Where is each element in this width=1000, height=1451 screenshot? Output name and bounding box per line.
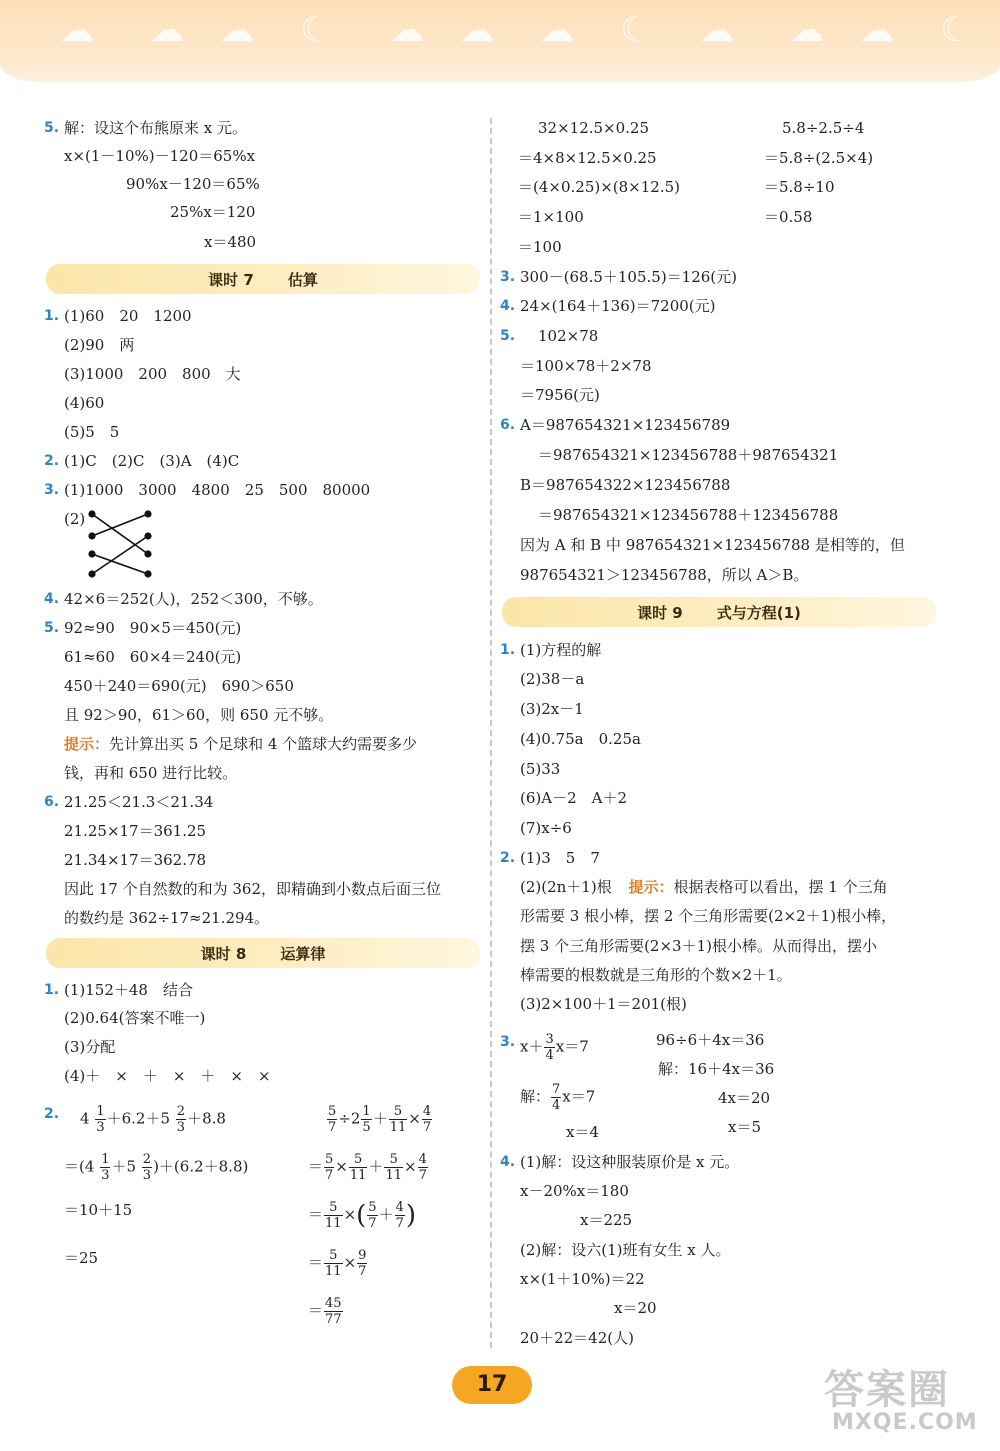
calc-text: ＝ xyxy=(308,1253,324,1272)
answer-text: 解：设这个布熊原来 x 元。 xyxy=(64,119,247,137)
question-number: 6. xyxy=(500,417,516,433)
hint-line: 形需要 3 根小棒，摆 2 个三角形需要(2×2＋1)根小棒， xyxy=(520,907,897,925)
calc-line: ＝0.58 xyxy=(764,208,813,226)
numerator: 2 xyxy=(142,1152,152,1167)
answer-line: (3)2×100＋1＝201(根) xyxy=(520,995,687,1013)
equation-line: x＝4 xyxy=(566,1123,600,1141)
question-number: 4. xyxy=(500,298,516,314)
section-label: 课时 9 xyxy=(637,603,683,622)
paren: ( xyxy=(356,1200,367,1231)
fraction xyxy=(422,1104,432,1135)
answer-line: 450＋240＝690(元) 690＞650 xyxy=(64,677,294,695)
denominator: 3 xyxy=(176,1120,186,1135)
answer-line: x＝20 xyxy=(614,1299,657,1317)
answer-text: (1)152＋48 结合 xyxy=(64,981,193,999)
denominator: 3 xyxy=(96,1120,105,1135)
question-number: 3. xyxy=(44,482,60,498)
answer-line: B＝987654322×123456788 xyxy=(520,476,731,494)
numerator: 5 xyxy=(324,1248,343,1264)
answer-text: 42×6＝252(人)，252＜300，不够。 xyxy=(64,590,323,608)
answer-line xyxy=(500,326,599,346)
denominator: 3 xyxy=(142,1168,152,1183)
rain-cloud-icon: ☁ xyxy=(540,10,574,50)
answer-line: ＝987654321×123456788＋987654321 xyxy=(538,446,839,464)
answer-line: 的数约是 362÷17≈21.294。 xyxy=(64,909,270,927)
hint-line: 钱，再和 650 进行比较。 xyxy=(64,764,238,782)
answer-line: (3)分配 xyxy=(64,1038,116,1056)
denominator: 77 xyxy=(325,1312,342,1327)
denominator: 11 xyxy=(385,1168,402,1183)
answer-line: 因为 A 和 B 中 987654321×123456788 是相等的，但 xyxy=(520,536,905,554)
numerator: 7 xyxy=(552,1082,561,1097)
answer-line xyxy=(500,848,600,868)
question-number: 5. xyxy=(44,120,60,136)
question-number: 1. xyxy=(500,642,516,658)
numerator: 5 xyxy=(389,1104,408,1120)
numerator: 4 xyxy=(395,1200,404,1215)
fraction xyxy=(395,1200,405,1231)
numerator: 1 xyxy=(96,1104,105,1119)
fraction xyxy=(361,1104,371,1135)
section-header-lesson-7 xyxy=(46,264,480,294)
header-banner xyxy=(0,0,1000,82)
answer-text: 24×(164＋136)＝7200(元) xyxy=(520,297,716,315)
calc-text: × xyxy=(343,1253,357,1272)
calc-text: x＝7 xyxy=(562,1087,596,1106)
calc-line xyxy=(308,1152,429,1183)
numerator: 45 xyxy=(325,1296,342,1311)
answer-line: (3)1000 200 800 大 xyxy=(64,365,241,383)
hint-text: 根据表格可以看出，摆 1 个三角 xyxy=(673,878,888,896)
equation-line: 解：16＋4x＝36 xyxy=(658,1060,775,1078)
section-label: 课时 8 xyxy=(200,944,247,963)
moon-icon: ☾ xyxy=(940,10,971,50)
equation-line: 96÷6＋4x＝36 xyxy=(656,1031,765,1049)
answer-text: 300－(68.5＋105.5)＝126(元) xyxy=(520,268,738,286)
moon-icon: ☾ xyxy=(300,10,331,50)
calc-line: 32×12.5×0.25 xyxy=(538,119,650,137)
column-divider xyxy=(490,118,492,1348)
denominator: 7 xyxy=(395,1216,404,1231)
rain-cloud-icon: ☁ xyxy=(220,10,254,50)
fraction xyxy=(324,1248,343,1279)
calc-text: ＋5 xyxy=(111,1157,137,1176)
fraction xyxy=(418,1152,428,1183)
answer-line: 且 92＞90，61＞60，则 650 元不够。 xyxy=(64,706,334,724)
answer-text: 102×78 xyxy=(538,327,599,345)
answer-line xyxy=(500,1152,740,1172)
hint-label: 提示： xyxy=(628,878,674,896)
section-label: 课时 7 xyxy=(208,270,254,289)
answer-line: (4)60 xyxy=(64,394,105,412)
question-number: 6. xyxy=(44,794,60,810)
rain-cloud-icon: ☁ xyxy=(700,10,734,50)
calc-text: x＋ xyxy=(520,1037,544,1056)
question-number: 2. xyxy=(500,850,516,866)
answer-line xyxy=(500,296,716,316)
equation-line: x＝5 xyxy=(728,1118,762,1136)
fraction xyxy=(367,1200,377,1231)
matching-lines-diagram xyxy=(88,508,168,580)
denominator: 5 xyxy=(362,1120,371,1135)
numerator: 5 xyxy=(328,1104,337,1119)
answer-line: 21.25×17＝361.25 xyxy=(64,822,207,840)
hint-line xyxy=(64,734,417,754)
numerator: 1 xyxy=(362,1104,371,1119)
equation-line xyxy=(500,1032,589,1063)
answer-line: x＝480 xyxy=(204,233,257,251)
section-header-lesson-9 xyxy=(502,597,936,627)
numerator: 4 xyxy=(422,1104,432,1119)
calc-text: 4 xyxy=(80,1109,90,1128)
answer-line: (2)38－a xyxy=(520,670,585,688)
answer-text: (1)1000 3000 4800 25 500 80000 xyxy=(64,481,371,499)
calc-text: ＋ xyxy=(368,1157,384,1176)
cloud-icon: ☁ xyxy=(790,10,824,50)
hint-line xyxy=(520,877,888,897)
watermark-text: 答案圈 xyxy=(824,1367,950,1413)
answer-line: (5)5 5 xyxy=(64,423,120,441)
numerator: 5 xyxy=(368,1200,377,1215)
answer-line xyxy=(44,451,240,471)
answer-line: ＝987654321×123456788＋123456788 xyxy=(538,506,839,524)
denominator: 11 xyxy=(349,1168,367,1183)
question-number: 5. xyxy=(500,328,516,344)
hint-line: 棒需要的根数就是三角形的个数×2＋1。 xyxy=(520,966,792,984)
calc-line xyxy=(308,1248,368,1279)
calc-line: 5.8÷2.5÷4 xyxy=(782,119,865,137)
question-number: 2. xyxy=(44,453,60,469)
question-number: 5. xyxy=(44,620,60,636)
fraction xyxy=(327,1104,337,1135)
calc-line: ＝(4×0.25)×(8×12.5) xyxy=(518,178,680,196)
answer-text: (1)解：设这种服装原价是 x 元。 xyxy=(520,1153,740,1171)
calc-line xyxy=(308,1200,416,1231)
hint-text: 先计算出买 5 个足球和 4 个篮球大约需要多少 xyxy=(109,735,418,753)
calc-line: ＝4×8×12.5×0.25 xyxy=(518,149,657,167)
calc-text: ＋ xyxy=(372,1109,388,1128)
answer-line: (7)x÷6 xyxy=(520,819,572,837)
fraction xyxy=(389,1104,408,1135)
site-watermark xyxy=(820,1358,996,1446)
question-number: 3. xyxy=(500,269,516,285)
rain-cloud-icon: ☁ xyxy=(860,10,894,50)
numerator: 3 xyxy=(545,1032,554,1047)
watermark-url: MXQE.COM xyxy=(832,1410,978,1435)
rain-cloud-icon: ☁ xyxy=(390,10,424,50)
answer-text: 92≈90 90×5＝450(元) xyxy=(64,619,242,637)
answer-line: (4)0.75a 0.25a xyxy=(520,730,641,748)
answer-line: x×(1＋10%)＝22 xyxy=(520,1270,645,1288)
denominator: 7 xyxy=(328,1120,337,1135)
answer-line xyxy=(44,480,371,500)
fraction xyxy=(349,1152,368,1183)
denominator: 7 xyxy=(418,1168,427,1183)
calc-text: ＝(4 xyxy=(64,1157,95,1176)
answer-text: (1)60 20 1200 xyxy=(64,307,192,325)
numerator: 9 xyxy=(358,1248,367,1263)
answer-line: 987654321＞123456788，所以 A＞B。 xyxy=(520,566,809,584)
hint-line: 摆 3 个三角形需要(2×3＋1)根小棒。从而得出，摆小 xyxy=(520,937,877,955)
calc-line xyxy=(44,1104,226,1135)
denominator: 11 xyxy=(325,1264,342,1279)
calc-line: ＝10＋15 xyxy=(64,1201,133,1219)
answer-line: (3)2x－1 xyxy=(520,700,584,718)
answer-line: (5)33 xyxy=(520,760,561,778)
question-number: 2. xyxy=(44,1106,60,1122)
fraction xyxy=(357,1248,367,1279)
answer-line xyxy=(500,415,731,435)
denominator: 7 xyxy=(358,1264,367,1279)
calc-line xyxy=(64,1152,248,1183)
calc-line xyxy=(308,1296,344,1327)
cloud-icon: ☁ xyxy=(150,10,184,50)
calc-line: ＝5.8÷10 xyxy=(764,178,835,196)
calc-line xyxy=(326,1104,433,1135)
paren: ) xyxy=(405,1200,417,1231)
answer-line: 20＋22＝42(人) xyxy=(520,1329,634,1347)
answer-text: (1)3 5 7 xyxy=(520,849,600,867)
denominator: 7 xyxy=(325,1168,334,1183)
calc-line: ＝100 xyxy=(518,238,562,256)
answer-line: (2)解：设六(1)班有女生 x 人。 xyxy=(520,1241,731,1259)
answer-line: x＝225 xyxy=(580,1211,633,1229)
calc-text: ＝ xyxy=(308,1301,324,1320)
denominator: 7 xyxy=(368,1216,377,1231)
section-title: 估算 xyxy=(287,270,318,289)
answer-line xyxy=(44,792,214,812)
calc-text: × xyxy=(335,1157,348,1176)
section-title: 运算律 xyxy=(280,944,326,963)
section-header-lesson-8 xyxy=(46,938,480,968)
answer-line xyxy=(44,306,192,326)
denominator: 4 xyxy=(552,1098,561,1113)
page-number: 17 xyxy=(452,1366,532,1404)
numerator: 5 xyxy=(325,1152,334,1167)
numerator: 5 xyxy=(384,1152,403,1168)
denominator: 7 xyxy=(422,1120,432,1135)
answer-line xyxy=(500,267,738,287)
question-number: 4. xyxy=(44,591,60,607)
calc-text: ÷2 xyxy=(338,1109,361,1128)
calc-text: ＋8.8 xyxy=(187,1109,226,1128)
calc-text: ＝ xyxy=(308,1205,324,1224)
calc-text: ＝ xyxy=(308,1157,324,1176)
calc-text: × xyxy=(343,1205,357,1224)
question-number: 1. xyxy=(44,308,60,324)
calc-line: ＝1×100 xyxy=(518,208,584,226)
calc-text: ＋ xyxy=(378,1205,394,1224)
cloud-icon: ☁ xyxy=(460,10,494,50)
answer-line xyxy=(44,589,323,609)
moon-icon: ☾ xyxy=(620,10,651,50)
calc-line: ＝5.8÷(2.5×4) xyxy=(764,149,874,167)
answer-line: (6)A－2 A＋2 xyxy=(520,789,627,807)
question-number: 3. xyxy=(500,1034,516,1050)
equation-line xyxy=(520,1082,595,1113)
section-title: 式与方程(1) xyxy=(716,603,801,622)
calc-text: x＝7 xyxy=(555,1037,589,1056)
calc-line: ＝25 xyxy=(64,1249,99,1267)
calc-text: )＋(6.2＋8.8) xyxy=(153,1157,249,1176)
calc-text: × xyxy=(408,1109,421,1128)
numerator: 4 xyxy=(418,1152,427,1167)
answer-line xyxy=(500,640,602,660)
denominator: 4 xyxy=(545,1048,554,1063)
denominator: 3 xyxy=(101,1168,110,1183)
fraction xyxy=(384,1152,403,1183)
hint-label: 提示： xyxy=(64,735,110,753)
fraction xyxy=(176,1104,186,1135)
question-number: 1. xyxy=(44,982,60,998)
fraction xyxy=(142,1152,152,1183)
fraction xyxy=(551,1082,561,1113)
calc-text: 解： xyxy=(520,1087,551,1106)
answer-line xyxy=(44,618,242,638)
answer-text: (1)C (2)C (3)A (4)C xyxy=(64,452,240,470)
answer-line: x×(1－10%)－120＝65%x xyxy=(64,147,256,165)
rain-cloud-icon: ☁ xyxy=(60,10,94,50)
fraction xyxy=(544,1032,554,1063)
answer-line: 61≈60 60×4＝240(元) xyxy=(64,648,242,666)
numerator: 1 xyxy=(101,1152,110,1167)
fraction xyxy=(324,1200,343,1231)
calc-text: × xyxy=(403,1157,417,1176)
numerator: 2 xyxy=(176,1104,186,1119)
answer-line: 25%x＝120 xyxy=(170,203,256,221)
answer-text: (2)(2n＋1)根 xyxy=(520,878,612,896)
answer-line: (2) xyxy=(64,510,86,528)
fraction xyxy=(324,1152,334,1183)
answer-line: ＝100×78＋2×78 xyxy=(520,357,652,375)
fraction xyxy=(324,1296,343,1327)
answer-line: 21.34×17＝362.78 xyxy=(64,851,207,869)
answer-text: A＝987654321×123456789 xyxy=(520,416,731,434)
question-number: 4. xyxy=(500,1154,516,1170)
equation-line: 4x＝20 xyxy=(718,1089,771,1107)
answer-line xyxy=(44,118,247,138)
numerator: 5 xyxy=(349,1152,368,1168)
answer-line: (2)0.64(答案不唯一) xyxy=(64,1009,206,1027)
calc-text: ＋6.2＋5 xyxy=(106,1109,171,1128)
answer-line: (4)＋ × ＋ × ＋ × × xyxy=(64,1067,271,1085)
answer-text: (1)方程的解 xyxy=(520,641,602,659)
answer-line: (2)90 两 xyxy=(64,336,135,354)
denominator: 11 xyxy=(389,1120,407,1135)
denominator: 11 xyxy=(325,1216,342,1231)
answer-line xyxy=(44,980,193,1000)
fraction xyxy=(100,1152,110,1183)
answer-line: 因此 17 个自然数的和为 362，即精确到小数点后面三位 xyxy=(64,880,442,898)
fraction xyxy=(95,1104,105,1135)
answer-line: 90%x－120＝65% xyxy=(126,175,260,193)
answer-line: x－20%x＝180 xyxy=(520,1182,629,1200)
numerator: 5 xyxy=(324,1200,343,1216)
answer-text: 21.25＜21.3＜21.34 xyxy=(64,793,214,811)
answer-line: ＝7956(元) xyxy=(520,386,600,404)
